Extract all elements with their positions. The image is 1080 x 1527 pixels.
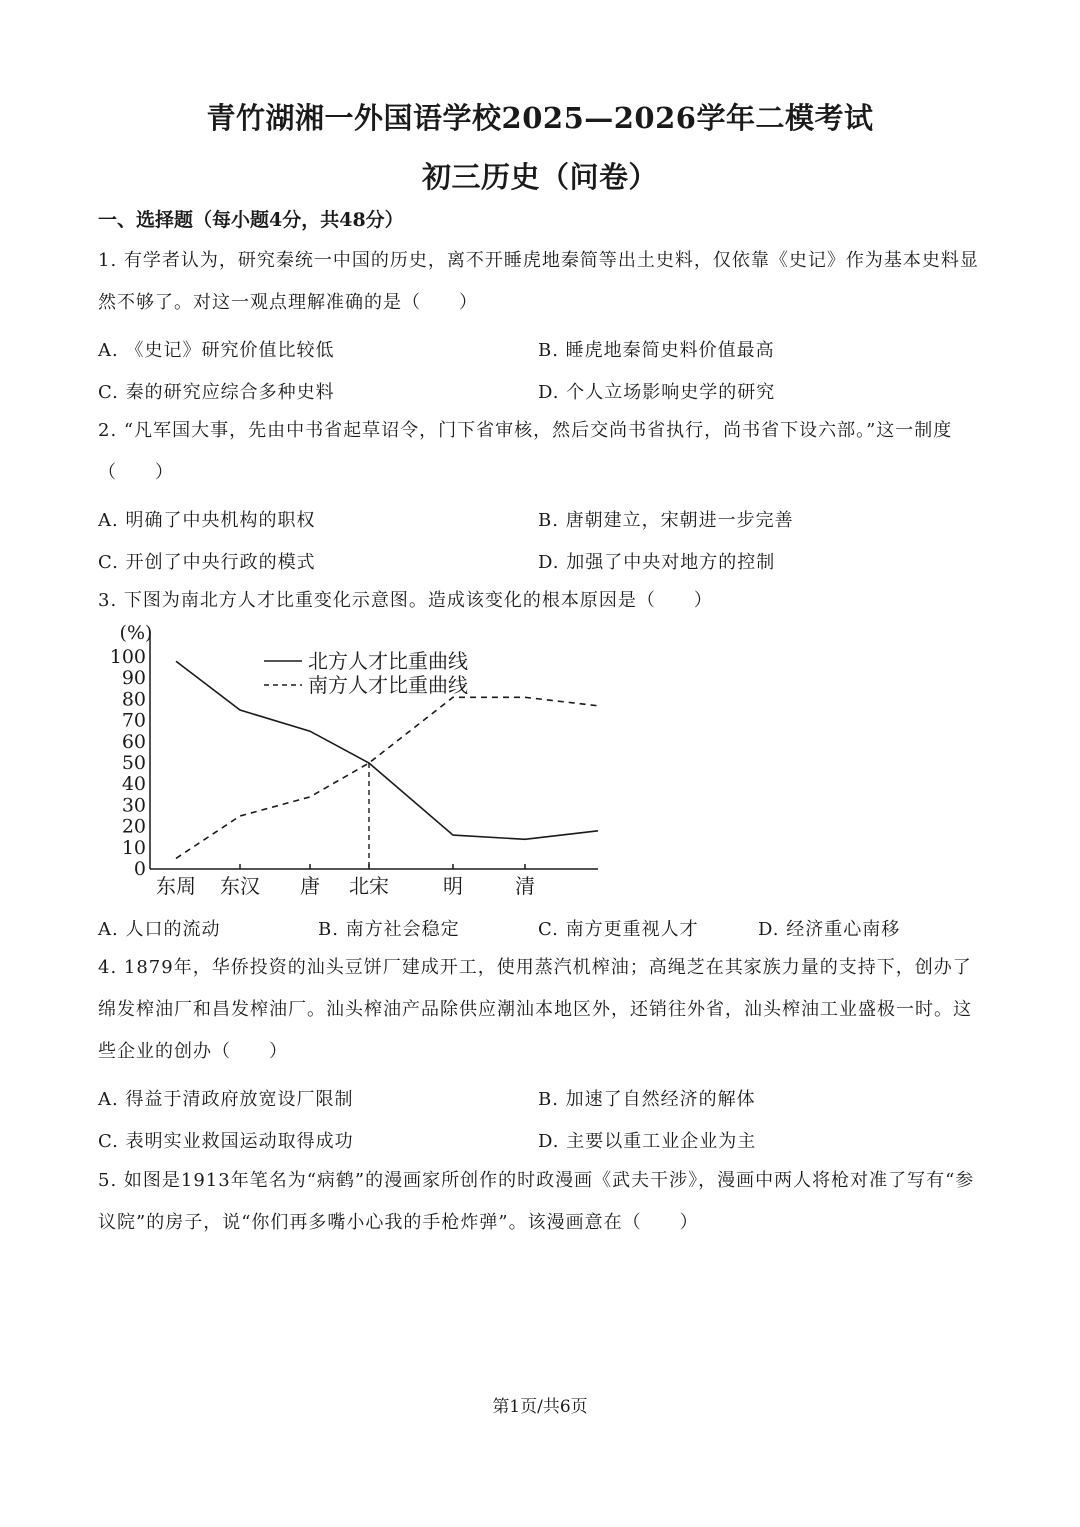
question-3-option-a: A. 人口的流动: [98, 919, 221, 940]
y-tick-label: 10: [121, 836, 146, 859]
question-2-option-b: B. 唐朝建立，宋朝进一步完善: [538, 510, 794, 531]
question-3-option-c: C. 南方更重视人才: [538, 919, 699, 940]
question-2-option-c: C. 开创了中央行政的模式: [98, 552, 316, 573]
y-tick-label: 100: [109, 646, 146, 668]
y-tick-label: 20: [121, 815, 146, 838]
y-tick-label: 80: [121, 688, 146, 711]
talent-ratio-chart: [98, 617, 618, 899]
x-tick-label: 唐: [300, 874, 320, 898]
question-1-option-b: B. 睡虎地秦简史料价值最高: [538, 340, 775, 361]
question-4-option-d: D. 主要以重工业企业为主: [538, 1131, 757, 1152]
question-4-option-c: C. 表明实业救国运动取得成功: [98, 1131, 354, 1152]
exam-subtitle: 初三历史（问卷）: [421, 160, 658, 194]
y-tick-label: 60: [121, 730, 146, 753]
y-tick-label: 90: [121, 667, 146, 690]
question-1-option-d: D. 个人立场影响史学的研究: [538, 382, 776, 403]
legend-label: 北方人才比重曲线: [308, 649, 468, 673]
page-number: 第1页/共6页: [492, 1397, 588, 1417]
x-tick-label: 东汉: [220, 874, 260, 898]
x-tick-label: 明: [443, 874, 463, 898]
y-tick-label: 30: [121, 794, 146, 817]
question-4-option-a: A. 得益于清政府放宽设厂限制: [98, 1089, 354, 1110]
question-3-stem: 3. 下图为南北方人才比重变化示意图。造成该变化的根本原因是（ ）: [98, 590, 713, 611]
y-tick-label: 70: [121, 709, 146, 732]
y-tick-label: 50: [121, 752, 146, 774]
x-tick-label: 清: [515, 874, 535, 898]
section-heading: 一、选择题（每小题4分，共48分）: [98, 209, 404, 231]
question-1-stem: 1. 有学者认为，研究秦统一中国的历史，离不开睡虎地秦简等出土史料，仅依靠《史记》作为基本史料显然不够了。对这一观点理解准确的是（ ）: [98, 250, 979, 313]
y-axis-label: (%): [119, 622, 153, 644]
question-3-option-d: D. 经济重心南移: [758, 919, 901, 940]
question-3-option-b: B. 南方社会稳定: [318, 919, 460, 940]
exam-title: 青竹湖湘一外国语学校2025—2026学年二模考试: [206, 101, 874, 135]
question-2-option-a: A. 明确了中央机构的职权: [98, 510, 316, 531]
question-1-option-a: A. 《史记》研究价值比较低: [98, 340, 335, 361]
question-1-option-c: C. 秦的研究应综合多种史料: [98, 382, 335, 403]
question-2-stem: 2. “凡军国大事，先由中书省起草诏令，门下省审核，然后交尚书省执行，尚书省下设六部。”这一制度（ ）: [98, 420, 953, 483]
x-tick-label: 东周: [156, 874, 196, 898]
y-tick-label: 40: [121, 773, 146, 796]
x-tick-label: 北宋: [349, 874, 389, 898]
question-5-stem: 5. 如图是1913年笔名为“病鹤”的漫画家所创作的时政漫画《武夫干涉》，漫画中两人将枪对准了写有“参议院”的房子，说“你们再多嘴小心我的手枪炸弹”。该漫画意在（ ）: [98, 1170, 975, 1233]
y-tick-label: 0: [133, 858, 146, 880]
legend-label: 南方人才比重曲线: [308, 673, 468, 697]
question-2-option-d: D. 加强了中央对地方的控制: [538, 552, 776, 573]
question-4-option-b: B. 加速了自然经济的解体: [538, 1089, 756, 1110]
question-4-stem: 4. 1879年，华侨投资的汕头豆饼厂建成开工，使用蒸汽机榨油；高绳芝在其家族力量的支持下，创办了绵发榨油厂和昌发榨油厂。汕头榨油产品除供应潮汕本地区外，还销往外省，汕头榨油工业盛极一时。这些企业的创办（ ）: [98, 957, 972, 1062]
